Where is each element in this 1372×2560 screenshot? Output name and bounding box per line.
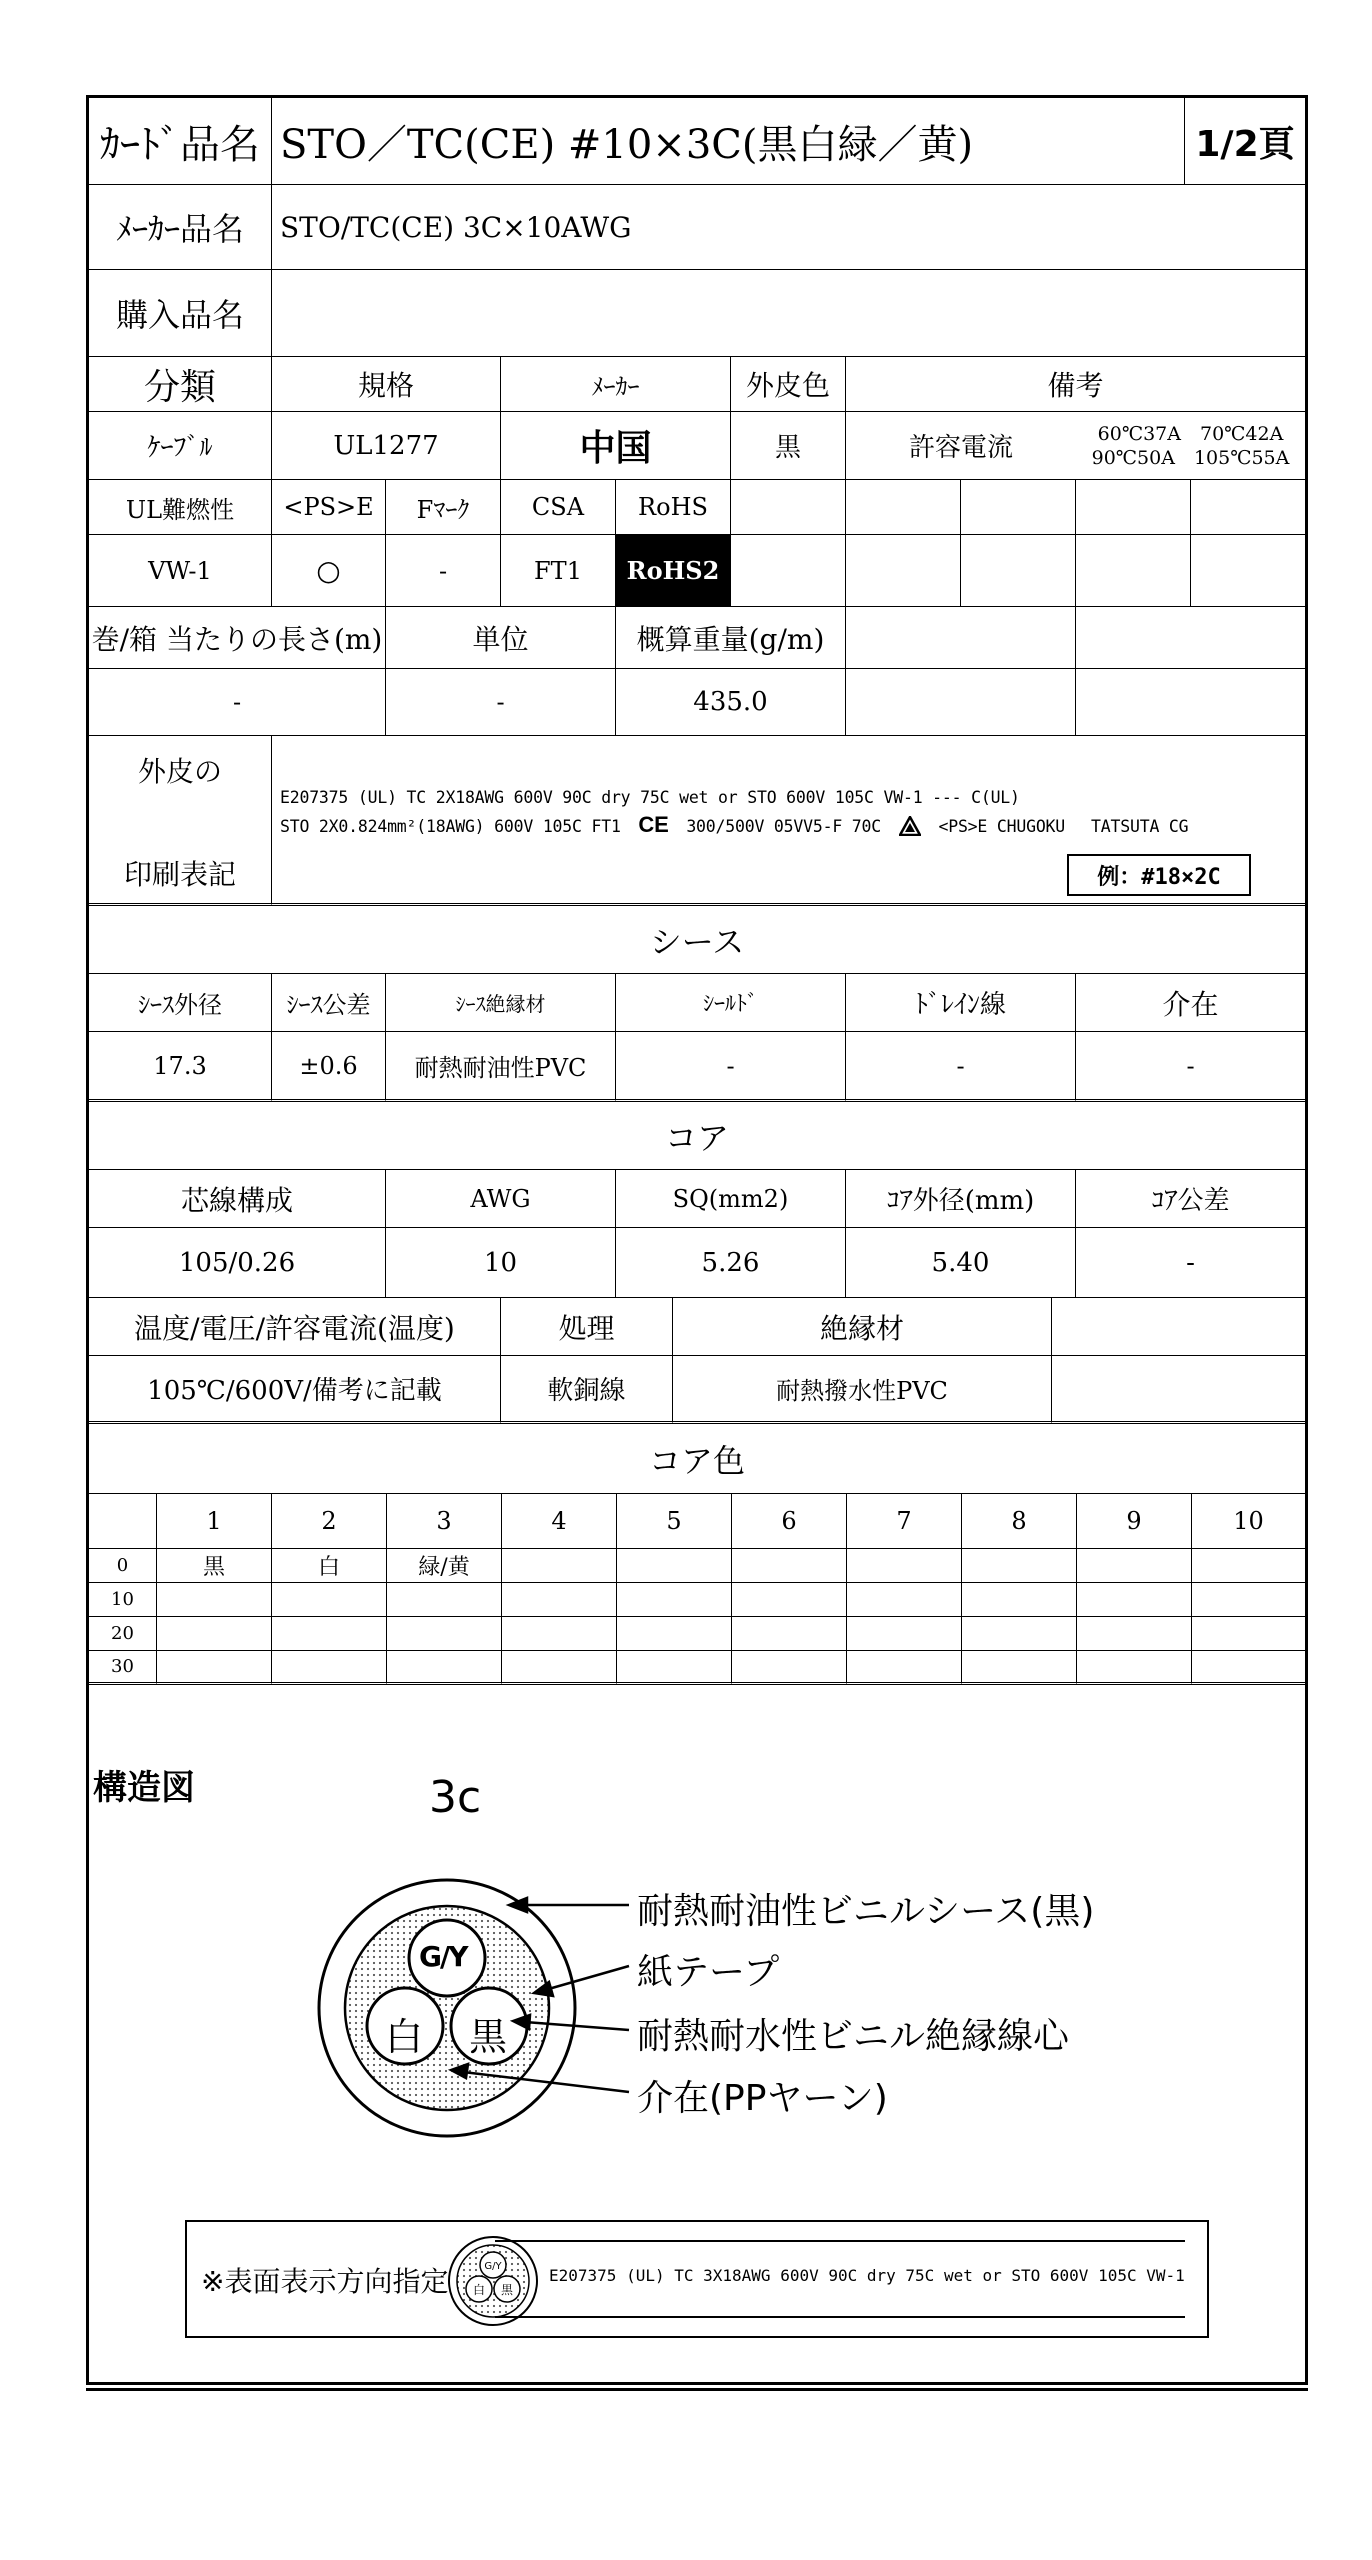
spec-header-standard: 規格: [272, 357, 501, 412]
printing-label: [89, 736, 272, 906]
printing-line-2: [280, 812, 1188, 840]
callout-insulated-core: 耐熱耐水性ビニル絶縁線心: [637, 2016, 1070, 2057]
length-value-empty-1: [846, 669, 1076, 736]
core-header-insulation: 絶縁材: [673, 1298, 1052, 1356]
color-grid-col-header: 10: [1192, 1494, 1305, 1549]
color-grid-col-header: 8: [962, 1494, 1077, 1549]
cert-header-empty-2: [846, 480, 961, 535]
core-awg: 10: [386, 1228, 616, 1298]
cert-header-rohs: RoHS: [616, 480, 731, 535]
color-grid-row-index: 0: [89, 1549, 157, 1583]
color-grid-cell: [502, 1617, 617, 1651]
cert-header-csa: CSA: [501, 480, 616, 535]
current-line-2: 90℃50A 105℃55A: [1091, 446, 1290, 469]
sheath-filler: -: [1076, 1032, 1305, 1102]
core-black-label: 黒: [469, 2015, 508, 2059]
color-grid-cell: [157, 1651, 272, 1685]
color-grid-cell: [1077, 1583, 1192, 1617]
printing-line-2b: 300/500V 05VV5-F 70C: [686, 817, 882, 836]
cert-header-fmark: Fﾏｰｸ: [386, 480, 501, 535]
structure-section: [89, 1750, 1305, 2382]
color-grid-cell: [1077, 1549, 1192, 1583]
core-header-sq: SQ(mm2): [616, 1170, 846, 1228]
cert-empty-5: [1191, 535, 1305, 607]
spec-header-maker: ﾒｰｶｰ: [501, 357, 731, 412]
structure-title: 構造図: [93, 1768, 195, 1808]
color-grid-cell: [502, 1651, 617, 1685]
cert-rohs-badge: RoHS2: [616, 535, 731, 607]
color-grid-cell: [387, 1617, 502, 1651]
color-grid-cell: [617, 1583, 732, 1617]
ce-mark-icon: CE: [638, 812, 669, 837]
color-grid-cell: [847, 1549, 962, 1583]
spec-color: 黒: [731, 412, 846, 480]
color-grid-col-header: 5: [617, 1494, 732, 1549]
purchase-name-label: 購入品名: [89, 270, 272, 357]
length-header-empty-2: [1076, 607, 1305, 669]
spec-header-category: 分類: [89, 357, 272, 412]
callout-paper-tape: 紙テープ: [637, 1952, 780, 1993]
spec-maker: 中国: [501, 412, 731, 480]
sheath-insulation: 耐熱耐油性PVC: [386, 1032, 616, 1102]
color-grid-col-header: 3: [387, 1494, 502, 1549]
core-od: 5.40: [846, 1228, 1076, 1298]
color-grid-col-header: 7: [847, 1494, 962, 1549]
svg-text:G/Y: G/Y: [484, 2261, 502, 2272]
sheath-tol: ±0.6: [272, 1032, 386, 1102]
color-grid-cell: [962, 1549, 1077, 1583]
core-sq: 5.26: [616, 1228, 846, 1298]
color-grid-cell: [272, 1617, 387, 1651]
cert-empty-3: [961, 535, 1076, 607]
core-treatment: 軟銅線: [501, 1356, 673, 1424]
color-grid-cell: [732, 1549, 847, 1583]
core-gy-label: G/Y: [419, 1940, 467, 1973]
callout-sheath: 耐熱耐油性ビニルシース(黒): [637, 1891, 1095, 1932]
color-grid-cell: [502, 1549, 617, 1583]
sheath-header-tol: ｼｰｽ公差: [272, 974, 386, 1032]
maker-name-label: ﾒｰｶｰ品名: [89, 185, 272, 270]
color-grid-cell: [962, 1617, 1077, 1651]
sheath-header-od: ｼｰｽ外径: [89, 974, 272, 1032]
spec-sheet: [86, 95, 1308, 2385]
cert-empty-2: [846, 535, 961, 607]
length-header-empty-1: [846, 607, 1076, 669]
color-grid-cell: [272, 1651, 387, 1685]
printing-line-2a: STO 2X0.824mm²(18AWG) 600V 105C FT1: [280, 817, 621, 836]
print-direction-bottom-line: [495, 2316, 1185, 2318]
print-direction-box: [185, 2220, 1209, 2338]
core-insulation: 耐熱撥水性PVC: [673, 1356, 1052, 1424]
core-tol: -: [1076, 1228, 1305, 1298]
spec-category: ｹｰﾌﾞﾙ: [89, 412, 272, 480]
length-value-empty-2: [1076, 669, 1305, 736]
cert-header-ul: UL難燃性: [89, 480, 272, 535]
card-name-value: STO／TC(CE) #10×3C(黒白緑／黄): [272, 98, 1185, 185]
color-grid-cell: [732, 1617, 847, 1651]
core-header-rating: 温度/電圧/許容電流(温度): [89, 1298, 501, 1356]
color-grid-cell: [962, 1583, 1077, 1617]
unit-value: -: [386, 669, 616, 736]
weight-value: 435.0: [616, 669, 846, 736]
color-grid-cell: [1077, 1651, 1192, 1685]
color-grid-cell: [617, 1651, 732, 1685]
color-grid-cell: [387, 1583, 502, 1617]
color-grid-cell: [732, 1651, 847, 1685]
unit-header: 単位: [386, 607, 616, 669]
color-grid-col-header: 9: [1077, 1494, 1192, 1549]
cert-fmark: -: [386, 535, 501, 607]
color-grid-cell: 緑/黄: [387, 1549, 502, 1583]
sheath-title: シース: [89, 906, 1305, 974]
color-grid-cell: [502, 1583, 617, 1617]
sheath-od: 17.3: [89, 1032, 272, 1102]
core-white-label: 白: [385, 2015, 424, 2059]
color-grid-cell: [272, 1583, 387, 1617]
core-rating: 105℃/600V/備考に記載: [89, 1356, 501, 1424]
core-header-treatment: 処理: [501, 1298, 673, 1356]
sheath-header-drain: ﾄﾞﾚｲﾝ線: [846, 974, 1076, 1032]
color-grid-cell: 白: [272, 1549, 387, 1583]
color-grid-row-index: 10: [89, 1583, 157, 1617]
length-value: -: [89, 669, 386, 736]
card-name-label: ｶｰﾄﾞ品名: [89, 98, 272, 185]
color-grid-row-index: 30: [89, 1651, 157, 1685]
cert-header-empty-4: [1076, 480, 1191, 535]
cert-header-empty-1: [731, 480, 846, 535]
color-grid-cell: [1192, 1651, 1305, 1685]
color-grid-cell: [962, 1651, 1077, 1685]
print-direction-text: E207375 (UL) TC 3X18AWG 600V 90C dry 75C wet or STO 600V 105C VW-1: [549, 2266, 1185, 2285]
cert-empty-1: [731, 535, 846, 607]
spec-standard: UL1277: [272, 412, 501, 480]
spec-header-color: 外皮色: [731, 357, 846, 412]
cert-pse: ○: [272, 535, 386, 607]
sheath-header-filler: 介在: [1076, 974, 1305, 1032]
core-header-tol: ｺｱ公差: [1076, 1170, 1305, 1228]
core-color-title: コア色: [89, 1424, 1305, 1494]
core-strand: 105/0.26: [89, 1228, 386, 1298]
color-grid-row-index: 20: [89, 1617, 157, 1651]
color-grid-cell: [732, 1583, 847, 1617]
spec-header-remarks: 備考: [846, 357, 1305, 412]
spec-current-values: [1076, 412, 1305, 480]
color-grid-cell: [617, 1549, 732, 1583]
printing-line-2c: <PS>E CHUGOKU TATSUTA CG: [938, 817, 1189, 836]
purchase-name-value: [272, 270, 1305, 357]
printing-label-top: 外皮の: [137, 755, 222, 788]
color-grid-cell: [847, 1617, 962, 1651]
core-header-awg: AWG: [386, 1170, 616, 1228]
color-grid-cell: [617, 1617, 732, 1651]
color-grid-cell: 黒: [157, 1549, 272, 1583]
cert-header-empty-3: [961, 480, 1076, 535]
cert-header-empty-5: [1191, 480, 1305, 535]
print-direction-label: ※表面表示方向指定: [201, 2265, 449, 2298]
core-header-strand: 芯線構成: [89, 1170, 386, 1228]
color-grid-cell: [387, 1651, 502, 1685]
printing-line-1: E207375 (UL) TC 2X18AWG 600V 90C dry 75C wet or STO 600V 105C VW-1 --- C(UL): [280, 788, 1020, 807]
spec-current-label: 許容電流: [846, 412, 1076, 480]
color-grid-cell: [847, 1651, 962, 1685]
color-grid-col-header: 4: [502, 1494, 617, 1549]
warning-triangle-icon: [899, 816, 921, 840]
cert-header-pse: <PS>E: [272, 480, 386, 535]
sheath-drain: -: [846, 1032, 1076, 1102]
core-title: コア: [89, 1102, 1305, 1170]
color-grid-cell: [847, 1583, 962, 1617]
printing-content: [272, 736, 1305, 906]
printing-example-box: 例：#18×2C: [1067, 854, 1251, 896]
cores-count-label: 3c: [429, 1772, 482, 1823]
core-header-od: ｺｱ外径(mm): [846, 1170, 1076, 1228]
print-direction-top-line: [495, 2240, 1185, 2242]
color-grid-cell: [1192, 1617, 1305, 1651]
color-grid-cell: [1077, 1617, 1192, 1651]
color-grid-col-header: 2: [272, 1494, 387, 1549]
sheath-header-insulation: ｼｰｽ絶縁材: [386, 974, 616, 1032]
sheath-shield: -: [616, 1032, 846, 1102]
cert-empty-4: [1076, 535, 1191, 607]
length-header: 巻/箱 当たりの長さ(m): [89, 607, 386, 669]
color-grid-cell: [157, 1617, 272, 1651]
svg-text:黒: 黒: [500, 2283, 514, 2297]
sheath-header-shield: ｼｰﾙﾄﾞ: [616, 974, 846, 1032]
color-grid-cell: [1192, 1549, 1305, 1583]
color-grid-cell: [157, 1583, 272, 1617]
color-grid-corner: [89, 1494, 157, 1549]
printing-label-bottom: 印刷表記: [123, 858, 236, 891]
current-line-1: 60℃37A 70℃42A: [1097, 422, 1284, 445]
color-grid-col-header: 1: [157, 1494, 272, 1549]
maker-name-value: STO/TC(CE) 3C×10AWG: [272, 185, 1305, 270]
cert-csa: FT1: [501, 535, 616, 607]
core-values2-empty: [1052, 1356, 1305, 1424]
page-number: 1/2頁: [1185, 98, 1305, 185]
callout-filler: 介在(PPヤーン): [637, 2078, 888, 2119]
color-grid-cell: [1192, 1583, 1305, 1617]
weight-header: 概算重量(g/m): [616, 607, 846, 669]
cert-ul: VW-1: [89, 535, 272, 607]
color-grid-col-header: 6: [732, 1494, 847, 1549]
core-header2-empty: [1052, 1298, 1305, 1356]
svg-text:白: 白: [472, 2283, 486, 2297]
